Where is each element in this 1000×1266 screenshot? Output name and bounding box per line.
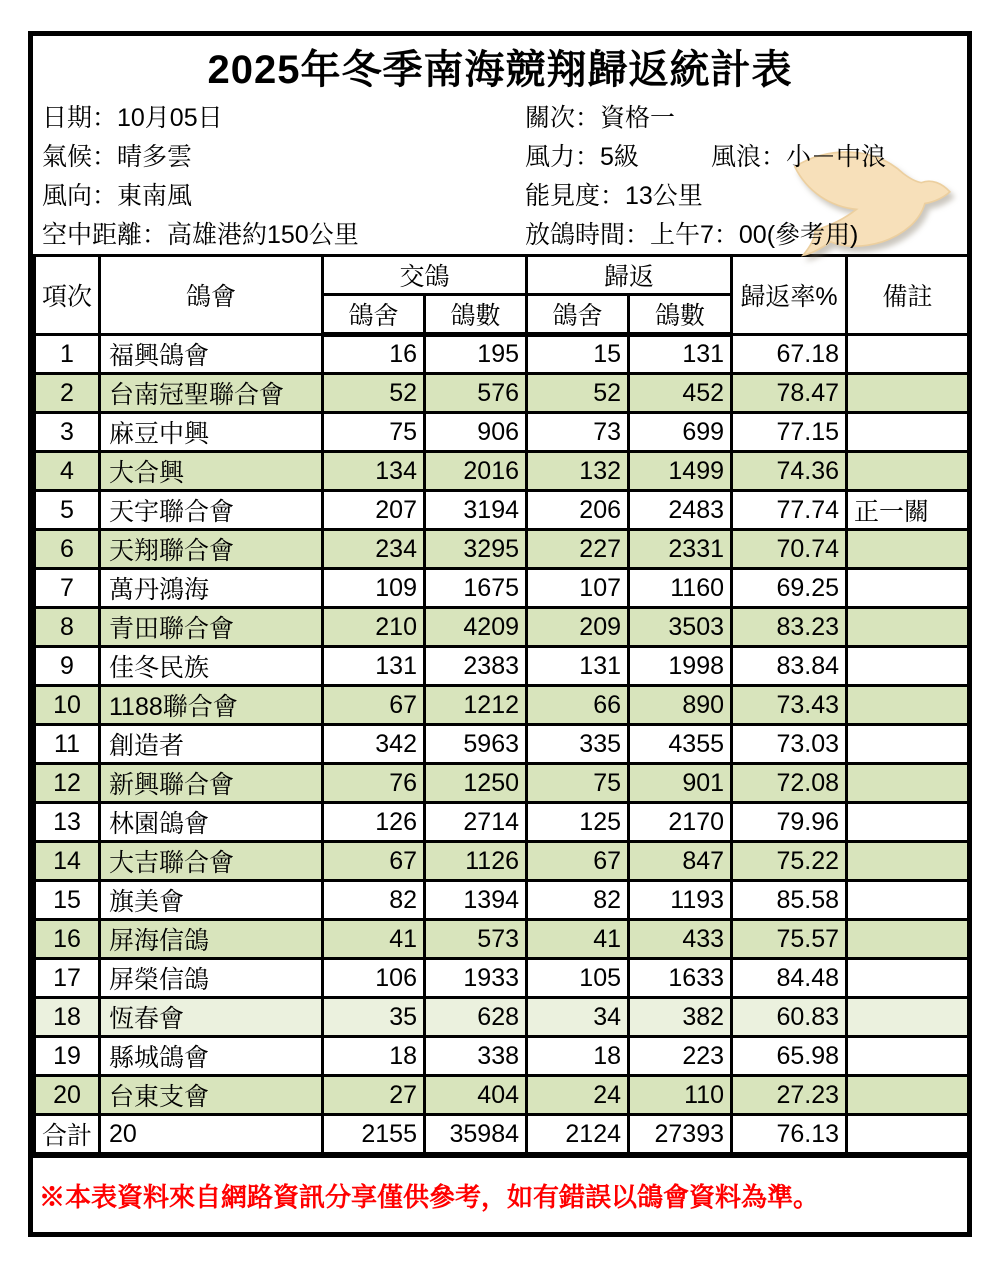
cell-club: 新興聯合會 <box>100 764 323 803</box>
cell-returned-loft: 24 <box>527 1076 629 1115</box>
table-row <box>35 1076 969 1115</box>
cell-delivered-count: 5963 <box>425 725 527 764</box>
cell-returned-count: 1193 <box>629 881 732 920</box>
cell-returned-count: 27393 <box>629 1115 732 1154</box>
cell-return-rate: 69.25 <box>732 569 847 608</box>
cell-returned-loft: 66 <box>527 686 629 725</box>
cell-rank: 12 <box>35 764 100 803</box>
cell-return-rate: 65.98 <box>732 1037 847 1076</box>
cell-returned-loft: 34 <box>527 998 629 1037</box>
cell-returned-count: 1160 <box>629 569 732 608</box>
info-wind-direction: 風向：東南風 <box>42 181 193 210</box>
cell-club: 天翔聯合會 <box>100 530 323 569</box>
cell-rank: 18 <box>35 998 100 1037</box>
cell-delivered-loft: 131 <box>323 647 425 686</box>
cell-returned-loft: 206 <box>527 491 629 530</box>
header-info <box>33 96 967 254</box>
cell-club: 麻豆中興 <box>100 413 323 452</box>
cell-return-rate: 75.57 <box>732 920 847 959</box>
table-row <box>35 725 969 764</box>
cell-delivered-count: 628 <box>425 998 527 1037</box>
cell-rank: 17 <box>35 959 100 998</box>
cell-delivered-loft: 18 <box>323 1037 425 1076</box>
cell-returned-loft: 209 <box>527 608 629 647</box>
info-wind-force: 風力：5級 <box>525 142 639 171</box>
table-row <box>35 374 969 413</box>
cell-returned-loft: 107 <box>527 569 629 608</box>
info-release-time: 放鴿時間：上午7：00(參考用) <box>525 220 859 249</box>
cell-return-rate: 85.58 <box>732 881 847 920</box>
info-row-2 <box>33 135 967 174</box>
col-header-delivered-loft: 鴿舍 <box>323 295 425 335</box>
cell-returned-count: 890 <box>629 686 732 725</box>
cell-return-rate: 60.83 <box>732 998 847 1037</box>
col-header-returned-group: 歸返 <box>527 256 732 295</box>
cell-returned-loft: 41 <box>527 920 629 959</box>
cell-delivered-count: 195 <box>425 335 527 374</box>
table-row <box>35 491 969 530</box>
col-header-remark: 備註 <box>847 256 969 335</box>
cell-remark <box>847 764 969 803</box>
cell-return-rate: 77.15 <box>732 413 847 452</box>
cell-club: 屏榮信鴿 <box>100 959 323 998</box>
page-title: 2025年冬季南海競翔歸返統計表 <box>207 47 793 92</box>
cell-remark <box>847 959 969 998</box>
cell-returned-count: 452 <box>629 374 732 413</box>
cell-remark <box>847 647 969 686</box>
cell-remark <box>847 452 969 491</box>
cell-rank: 1 <box>35 335 100 374</box>
cell-return-rate: 74.36 <box>732 452 847 491</box>
cell-club: 屏海信鴿 <box>100 920 323 959</box>
cell-delivered-count: 35984 <box>425 1115 527 1154</box>
cell-returned-count: 1998 <box>629 647 732 686</box>
cell-delivered-loft: 76 <box>323 764 425 803</box>
info-date: 日期：10月05日 <box>42 103 223 132</box>
cell-returned-count: 223 <box>629 1037 732 1076</box>
cell-delivered-loft: 109 <box>323 569 425 608</box>
table-row <box>35 530 969 569</box>
cell-returned-count: 2331 <box>629 530 732 569</box>
cell-delivered-count: 1675 <box>425 569 527 608</box>
cell-remark: 正一關 <box>847 491 969 530</box>
cell-rank: 3 <box>35 413 100 452</box>
cell-club: 大合興 <box>100 452 323 491</box>
cell-returned-count: 433 <box>629 920 732 959</box>
cell-remark <box>847 1115 969 1154</box>
cell-delivered-loft: 342 <box>323 725 425 764</box>
info-wave: 風浪：小－中浪 <box>711 142 887 171</box>
cell-returned-loft: 52 <box>527 374 629 413</box>
cell-rank: 14 <box>35 842 100 881</box>
cell-rank: 合計 <box>35 1115 100 1154</box>
cell-delivered-count: 1250 <box>425 764 527 803</box>
cell-returned-count: 1499 <box>629 452 732 491</box>
cell-returned-loft: 105 <box>527 959 629 998</box>
cell-returned-loft: 15 <box>527 335 629 374</box>
stats-table <box>33 254 970 1155</box>
cell-return-rate: 78.47 <box>732 374 847 413</box>
col-header-club: 鴿會 <box>100 256 323 335</box>
cell-rank: 11 <box>35 725 100 764</box>
cell-return-rate: 70.74 <box>732 530 847 569</box>
cell-delivered-loft: 234 <box>323 530 425 569</box>
cell-club: 青田聯合會 <box>100 608 323 647</box>
info-row-3 <box>33 174 967 213</box>
cell-returned-loft: 67 <box>527 842 629 881</box>
cell-remark <box>847 842 969 881</box>
cell-return-rate: 76.13 <box>732 1115 847 1154</box>
info-row-1 <box>33 96 967 135</box>
cell-club: 佳冬民族 <box>100 647 323 686</box>
cell-delivered-loft: 35 <box>323 998 425 1037</box>
cell-delivered-loft: 16 <box>323 335 425 374</box>
cell-remark <box>847 920 969 959</box>
cell-returned-loft: 82 <box>527 881 629 920</box>
cell-return-rate: 27.23 <box>732 1076 847 1115</box>
cell-returned-count: 110 <box>629 1076 732 1115</box>
cell-delivered-count: 3194 <box>425 491 527 530</box>
cell-rank: 6 <box>35 530 100 569</box>
cell-return-rate: 73.43 <box>732 686 847 725</box>
cell-delivered-loft: 52 <box>323 374 425 413</box>
cell-delivered-count: 1933 <box>425 959 527 998</box>
cell-delivered-loft: 134 <box>323 452 425 491</box>
cell-club: 萬丹鴻海 <box>100 569 323 608</box>
cell-return-rate: 83.84 <box>732 647 847 686</box>
cell-returned-loft: 73 <box>527 413 629 452</box>
info-weather: 氣候：晴多雲 <box>42 142 193 171</box>
cell-club: 大吉聯合會 <box>100 842 323 881</box>
cell-delivered-count: 1212 <box>425 686 527 725</box>
cell-delivered-loft: 106 <box>323 959 425 998</box>
cell-return-rate: 77.74 <box>732 491 847 530</box>
cell-returned-count: 699 <box>629 413 732 452</box>
col-header-returned-count: 鴿數 <box>629 295 732 335</box>
table-row <box>35 803 969 842</box>
cell-club: 台東支會 <box>100 1076 323 1115</box>
cell-returned-loft: 75 <box>527 764 629 803</box>
table-row <box>35 1037 969 1076</box>
cell-club: 天宇聯合會 <box>100 491 323 530</box>
cell-return-rate: 67.18 <box>732 335 847 374</box>
cell-remark <box>847 530 969 569</box>
col-header-delivered-group: 交鴿 <box>323 256 527 295</box>
cell-delivered-loft: 75 <box>323 413 425 452</box>
cell-rank: 15 <box>35 881 100 920</box>
table-row <box>35 842 969 881</box>
cell-delivered-loft: 82 <box>323 881 425 920</box>
cell-delivered-count: 2383 <box>425 647 527 686</box>
cell-delivered-count: 404 <box>425 1076 527 1115</box>
cell-delivered-count: 338 <box>425 1037 527 1076</box>
cell-return-rate: 83.23 <box>732 608 847 647</box>
cell-returned-count: 901 <box>629 764 732 803</box>
cell-returned-loft: 132 <box>527 452 629 491</box>
table-row <box>35 335 969 374</box>
cell-returned-count: 2170 <box>629 803 732 842</box>
cell-delivered-loft: 126 <box>323 803 425 842</box>
cell-returned-count: 131 <box>629 335 732 374</box>
info-round: 關次：資格一 <box>525 103 676 132</box>
col-header-rank: 項次 <box>35 256 100 335</box>
cell-remark <box>847 686 969 725</box>
table-row <box>35 413 969 452</box>
cell-delivered-loft: 207 <box>323 491 425 530</box>
cell-returned-loft: 335 <box>527 725 629 764</box>
table-row <box>35 647 969 686</box>
table-row <box>35 686 969 725</box>
table-row <box>35 881 969 920</box>
cell-delivered-loft: 67 <box>323 686 425 725</box>
cell-rank: 9 <box>35 647 100 686</box>
cell-remark <box>847 335 969 374</box>
footer-note: ※本表資料來自網路資訊分享僅供參考，如有錯誤以鴿會資料為準。 <box>33 1155 967 1232</box>
table-row <box>35 959 969 998</box>
cell-rank: 8 <box>35 608 100 647</box>
cell-return-rate: 73.03 <box>732 725 847 764</box>
cell-returned-count: 1633 <box>629 959 732 998</box>
cell-rank: 13 <box>35 803 100 842</box>
cell-delivered-count: 906 <box>425 413 527 452</box>
cell-delivered-count: 573 <box>425 920 527 959</box>
cell-returned-count: 3503 <box>629 608 732 647</box>
cell-delivered-loft: 210 <box>323 608 425 647</box>
table-row <box>35 569 969 608</box>
cell-club: 林園鴿會 <box>100 803 323 842</box>
cell-club: 台南冠聖聯合會 <box>100 374 323 413</box>
cell-return-rate: 79.96 <box>732 803 847 842</box>
cell-remark <box>847 998 969 1037</box>
info-distance: 空中距離：高雄港約150公里 <box>42 220 359 249</box>
cell-returned-count: 2483 <box>629 491 732 530</box>
table-row <box>35 998 969 1037</box>
cell-delivered-loft: 2155 <box>323 1115 425 1154</box>
cell-remark <box>847 569 969 608</box>
cell-rank: 7 <box>35 569 100 608</box>
cell-remark <box>847 608 969 647</box>
cell-remark <box>847 1037 969 1076</box>
cell-club: 1188聯合會 <box>100 686 323 725</box>
info-visibility: 能見度：13公里 <box>525 181 703 210</box>
col-header-delivered-count: 鴿數 <box>425 295 527 335</box>
cell-return-rate: 75.22 <box>732 842 847 881</box>
cell-rank: 19 <box>35 1037 100 1076</box>
cell-rank: 2 <box>35 374 100 413</box>
cell-returned-count: 382 <box>629 998 732 1037</box>
col-header-return-rate: 歸返率% <box>732 256 847 335</box>
cell-delivered-count: 2714 <box>425 803 527 842</box>
cell-delivered-count: 2016 <box>425 452 527 491</box>
cell-delivered-loft: 67 <box>323 842 425 881</box>
stats-sheet <box>28 31 972 1237</box>
cell-delivered-loft: 41 <box>323 920 425 959</box>
info-row-4 <box>33 213 967 252</box>
cell-club: 縣城鴿會 <box>100 1037 323 1076</box>
cell-delivered-count: 4209 <box>425 608 527 647</box>
cell-rank: 10 <box>35 686 100 725</box>
cell-remark <box>847 881 969 920</box>
total-row <box>35 1115 969 1154</box>
cell-remark <box>847 803 969 842</box>
cell-returned-loft: 131 <box>527 647 629 686</box>
cell-rank: 16 <box>35 920 100 959</box>
cell-remark <box>847 725 969 764</box>
cell-returned-loft: 125 <box>527 803 629 842</box>
cell-rank: 4 <box>35 452 100 491</box>
cell-club: 恆春會 <box>100 998 323 1037</box>
cell-rank: 5 <box>35 491 100 530</box>
cell-delivered-count: 576 <box>425 374 527 413</box>
col-header-returned-loft: 鴿舍 <box>527 295 629 335</box>
cell-returned-loft: 18 <box>527 1037 629 1076</box>
cell-remark <box>847 374 969 413</box>
cell-returned-count: 4355 <box>629 725 732 764</box>
table-row <box>35 764 969 803</box>
cell-club: 20 <box>100 1115 323 1154</box>
cell-returned-loft: 227 <box>527 530 629 569</box>
cell-delivered-count: 1126 <box>425 842 527 881</box>
table-row <box>35 608 969 647</box>
cell-delivered-count: 1394 <box>425 881 527 920</box>
table-row <box>35 452 969 491</box>
cell-remark <box>847 413 969 452</box>
cell-returned-count: 847 <box>629 842 732 881</box>
cell-return-rate: 84.48 <box>732 959 847 998</box>
cell-club: 旗美會 <box>100 881 323 920</box>
cell-returned-loft: 2124 <box>527 1115 629 1154</box>
cell-delivered-loft: 27 <box>323 1076 425 1115</box>
cell-return-rate: 72.08 <box>732 764 847 803</box>
cell-rank: 20 <box>35 1076 100 1115</box>
cell-delivered-count: 3295 <box>425 530 527 569</box>
cell-remark <box>847 1076 969 1115</box>
table-row <box>35 920 969 959</box>
cell-club: 福興鴿會 <box>100 335 323 374</box>
cell-club: 創造者 <box>100 725 323 764</box>
